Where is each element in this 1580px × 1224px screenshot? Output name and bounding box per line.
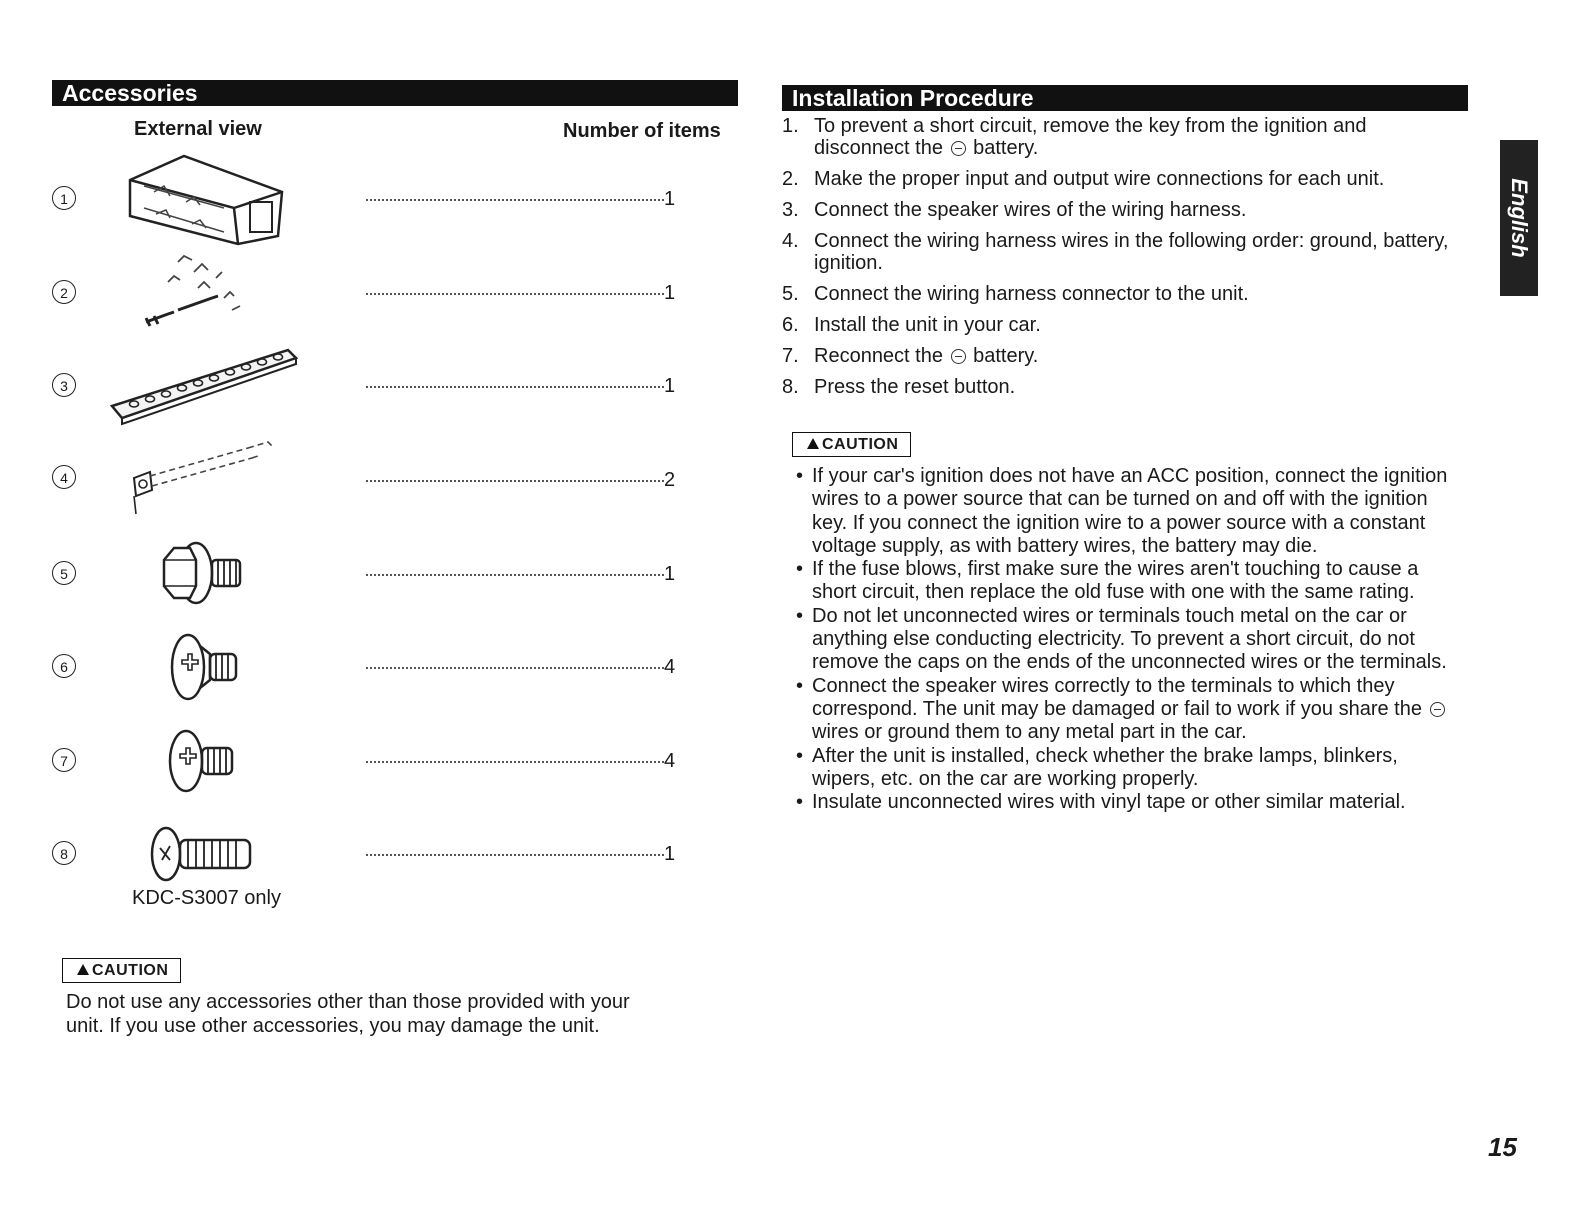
step-item: 3. Connect the speaker wires of the wiring harness. [782, 199, 1247, 221]
accessories-caution-text: Do not use any accessories other than those provided with your unit. If you use other accessories, you may damage the unit. [66, 991, 630, 1037]
mounting-sleeve-icon [126, 152, 286, 248]
item-count-row: 2 [366, 469, 686, 492]
step-item: 4. Connect the wiring harness wires in the following order: ground, battery, ignition. [782, 230, 1449, 274]
item-count-row: 1 [366, 843, 686, 866]
item-number: 5 [52, 561, 76, 585]
step-item: 2. Make the proper input and output wire connections for each unit. [782, 168, 1385, 190]
model-note: KDC-S3007 only [132, 887, 281, 909]
warning-triangle-icon [77, 964, 89, 975]
caution-item: • Insulate unconnected wires with vinyl tape or other similar material. [796, 791, 1456, 814]
caution-item: • If your car's ignition does not have an ACC position, connect the ignition wires to a power source that can be turned on and off with the ignition key. If you connect the ignition wire to a power source with a constant voltage supply, as with battery wires, the battery may die. [796, 465, 1456, 558]
caution-item: • Do not let unconnected wires or terminals touch metal on the car or anything else conducting electricity. To prevent a short circuit, do not remove the caps on the ends of the unconnected wires or the terminals. [796, 605, 1456, 675]
step-item: 1. To prevent a short circuit, remove the key from the ignition and disconnect the battery. [782, 115, 1367, 159]
item-number: 3 [52, 373, 76, 397]
installation-steps [782, 115, 1462, 407]
warning-triangle-icon [807, 438, 819, 449]
caution-item: • Connect the speaker wires correctly to the terminals to which they correspond. The unit may be damaged or fail to work if you share the wires or ground them to any metal part in the car. [796, 675, 1456, 745]
item-number: 4 [52, 465, 76, 489]
item-count-row: 4 [366, 656, 686, 679]
installation-header: Installation Procedure [782, 85, 1468, 111]
hex-bolt-icon [156, 540, 250, 606]
item-number: 2 [52, 280, 76, 304]
removal-tool-icon [128, 438, 284, 518]
mounting-strap-icon [108, 346, 304, 426]
step-item: 8. Press the reset button. [782, 376, 1016, 398]
step-item: 5. Connect the wiring harness connector to the unit. [782, 283, 1249, 305]
external-view-heading: External view [134, 118, 262, 140]
flat-head-screw-icon [166, 632, 242, 702]
item-number: 7 [52, 748, 76, 772]
item-count-row: 1 [366, 282, 686, 305]
escutcheon-clips-icon [138, 248, 268, 334]
round-head-screw-icon [166, 728, 238, 794]
step-item: 7. Reconnect the battery. [782, 345, 1039, 367]
page-number: 15 [1488, 1132, 1517, 1162]
item-count-row: 1 [366, 375, 686, 398]
caution-item: • After the unit is installed, check whether the brake lamps, blinkers, wipers, etc. on the car are working properly. [796, 745, 1456, 792]
step-item: 6. Install the unit in your car. [782, 314, 1041, 336]
caution-item: • If the fuse blows, first make sure the wires aren't touching to cause a short circuit, then replace the old fuse with one with the same rating. [796, 558, 1456, 605]
caution-label: CAUTION [62, 958, 181, 983]
accessories-header: Accessories [52, 80, 738, 106]
long-screw-icon [146, 824, 256, 884]
item-count-row: 4 [366, 750, 686, 773]
installation-cautions [796, 465, 1456, 814]
item-number: 8 [52, 841, 76, 865]
item-number: 6 [52, 654, 76, 678]
item-count-row: 1 [366, 563, 686, 586]
item-number: 1 [52, 186, 76, 210]
number-of-items-heading: Number of items [563, 120, 721, 142]
language-tab: English [1500, 140, 1538, 296]
minus-terminal-icon [1430, 702, 1445, 717]
minus-terminal-icon [951, 141, 966, 156]
minus-terminal-icon [951, 349, 966, 364]
item-count-row: 1 [366, 188, 686, 211]
caution-label: CAUTION [792, 432, 911, 457]
